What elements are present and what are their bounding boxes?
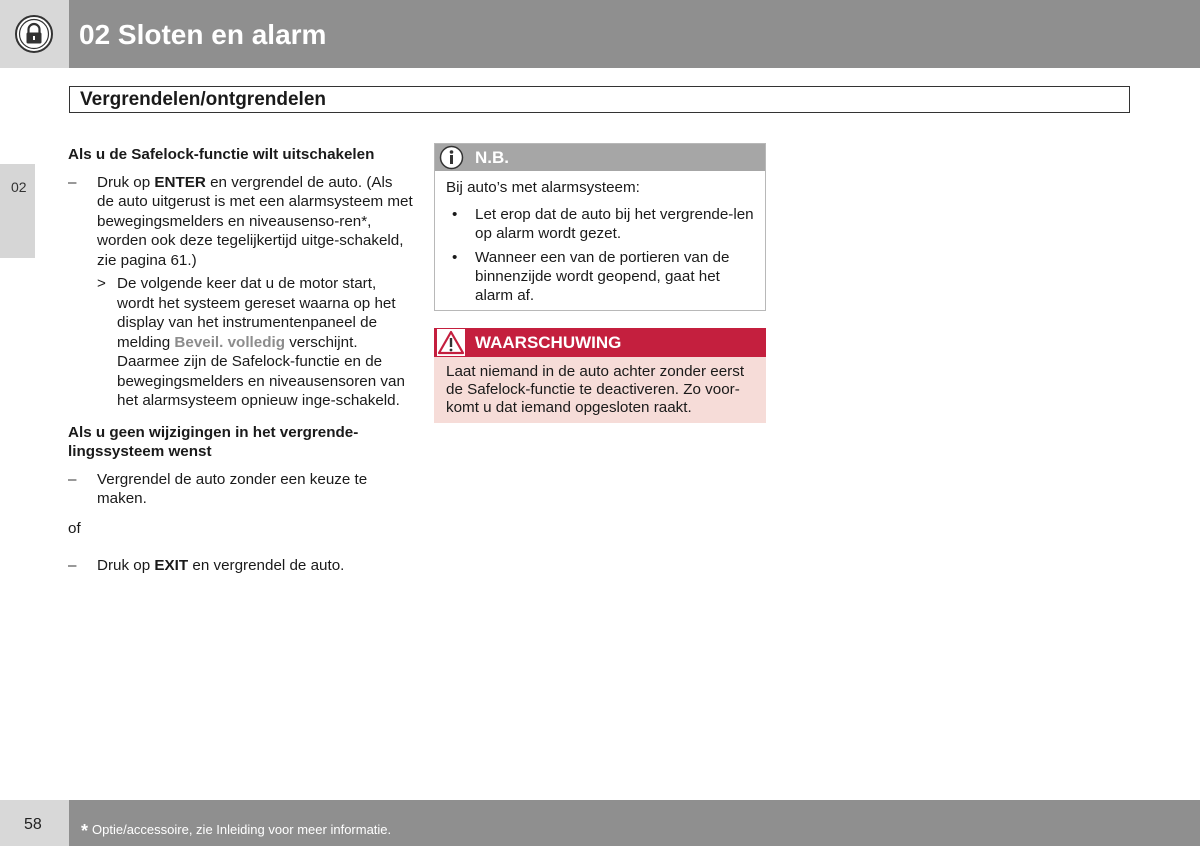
note-bullet: • Wanneer een van de portieren van de binnenzijde wordt geopend, gaat het alarm af. <box>452 249 730 304</box>
note-intro: Bij auto’s met alarmsysteem: <box>446 179 640 196</box>
note-box-title: N.B. <box>475 148 509 167</box>
left-column <box>68 145 413 580</box>
page-number: 58 <box>24 816 42 833</box>
note-box-body <box>446 178 758 310</box>
step-lock-without-choice: – Vergrendel de auto zonder een keuze te maken. <box>68 470 413 509</box>
warning-box-title: WAARSCHUWING <box>475 333 622 352</box>
section-title-box <box>69 86 1130 113</box>
chapter-title: 02 Sloten en alarm <box>79 19 327 50</box>
step-press-exit: – Druk op EXIT en vergrendel de auto. <box>68 556 413 576</box>
warning-text: Laat niemand in de auto achter zonder eerst de Safelock-functie te deactiveren. Zo voor-komt u dat iemand opgesloten raakt. <box>446 363 745 416</box>
step-press-enter: – Druk op ENTER en vergrendel de auto. (Als de auto uitgerust is met een alarmsysteem met bewegingsmelders en niveausenso-ren*, worden ook deze tegelijkertijd uitge-schakeld, zie pagina 61.) <box>68 173 413 271</box>
footnote-star: * <box>81 821 89 841</box>
bullet-dot: • <box>452 206 458 223</box>
note-box <box>434 143 766 311</box>
result-arrow: > <box>97 275 106 292</box>
footer-bar <box>69 800 1200 846</box>
info-icon <box>439 145 464 170</box>
note-bullet: • Let erop dat de auto bij het vergrende-len op alarm wordt gezet. <box>452 206 754 242</box>
note-box-header <box>435 144 765 171</box>
or-text: of <box>68 519 81 537</box>
result-safelock-reset: > De volgende keer dat u de motor start, wordt het systeem gereset waarna op het display van het instrumentenpaneel de melding Beveil. volledig verschijnt. Daarmee zijn de Safelock-functie en de bewegingsmelders en niveausensoren van het alarmsysteem opnieuw inge-schakeld. <box>97 275 405 409</box>
lock-icon <box>14 14 54 54</box>
chapter-side-tab <box>0 164 35 258</box>
display-message-text: Beveil. volledig <box>174 333 285 351</box>
bullet-dot: • <box>452 249 458 266</box>
section-title: Vergrendelen/ontgrendelen <box>80 89 326 110</box>
warning-triangle-icon <box>437 329 465 356</box>
header-icon-area <box>0 0 69 68</box>
subheading-no-changes: Als u geen wijzigingen in het vergrende-lingssysteem wenst <box>68 423 359 460</box>
footnote: * Optie/accessoire, zie Inleiding voor meer informatie. <box>81 821 392 841</box>
warning-box-body <box>434 357 766 423</box>
subheading-disable-safelock: Als u de Safelock-functie wilt uitschakelen <box>68 146 375 163</box>
enter-key-label: ENTER <box>154 173 206 191</box>
warning-box-header <box>434 328 766 357</box>
chapter-side-tab-label: 02 <box>11 179 27 195</box>
exit-key-label: EXIT <box>154 557 189 574</box>
